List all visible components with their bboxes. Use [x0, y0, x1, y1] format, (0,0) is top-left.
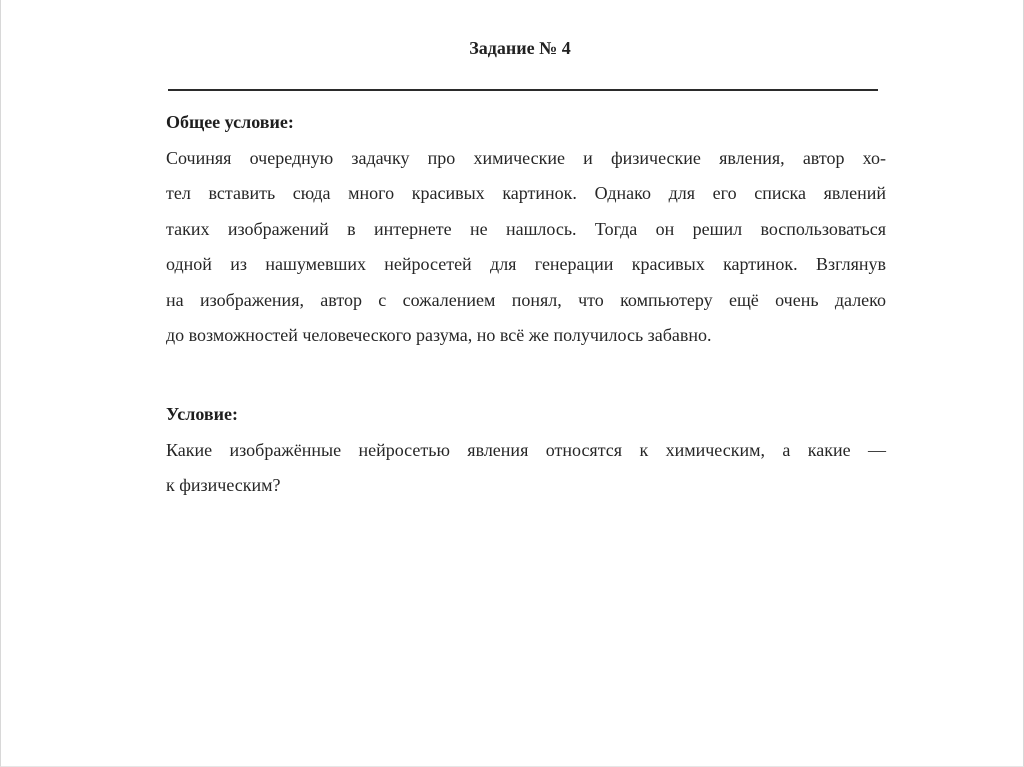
condition-text-line: к физическим? — [166, 475, 281, 495]
general-text-line: таких изображений в интернете не нашлось. Тогда он решил воспользоваться — [166, 218, 886, 239]
condition-text-line: Какие изображённые нейросетью явления относятся к химическим, а какие — — [166, 439, 886, 460]
condition-section — [166, 397, 886, 504]
general-text-line: Сочиняя очередную задачку про химические и физические явления, автор хо- — [166, 147, 886, 168]
title-divider — [168, 89, 878, 91]
general-text-line: до возможностей человеческого разума, но всё же получилось забавно. — [166, 325, 712, 345]
general-text-line: тел вставить сюда много красивых картинок. Однако для его списка явлений — [166, 183, 886, 203]
general-text-line: на изображения, автор с сожалением понял, что компьютеру ещё очень далеко — [166, 289, 886, 310]
general-condition-heading: Общее условие: — [166, 112, 294, 132]
condition-heading: Условие: — [166, 404, 238, 424]
general-text-line: одной из нашумевших нейросетей для генерации красивых картинок. Взглянув — [166, 254, 886, 274]
task-title: Задание № 4 — [469, 38, 571, 58]
general-condition-section — [166, 105, 886, 354]
